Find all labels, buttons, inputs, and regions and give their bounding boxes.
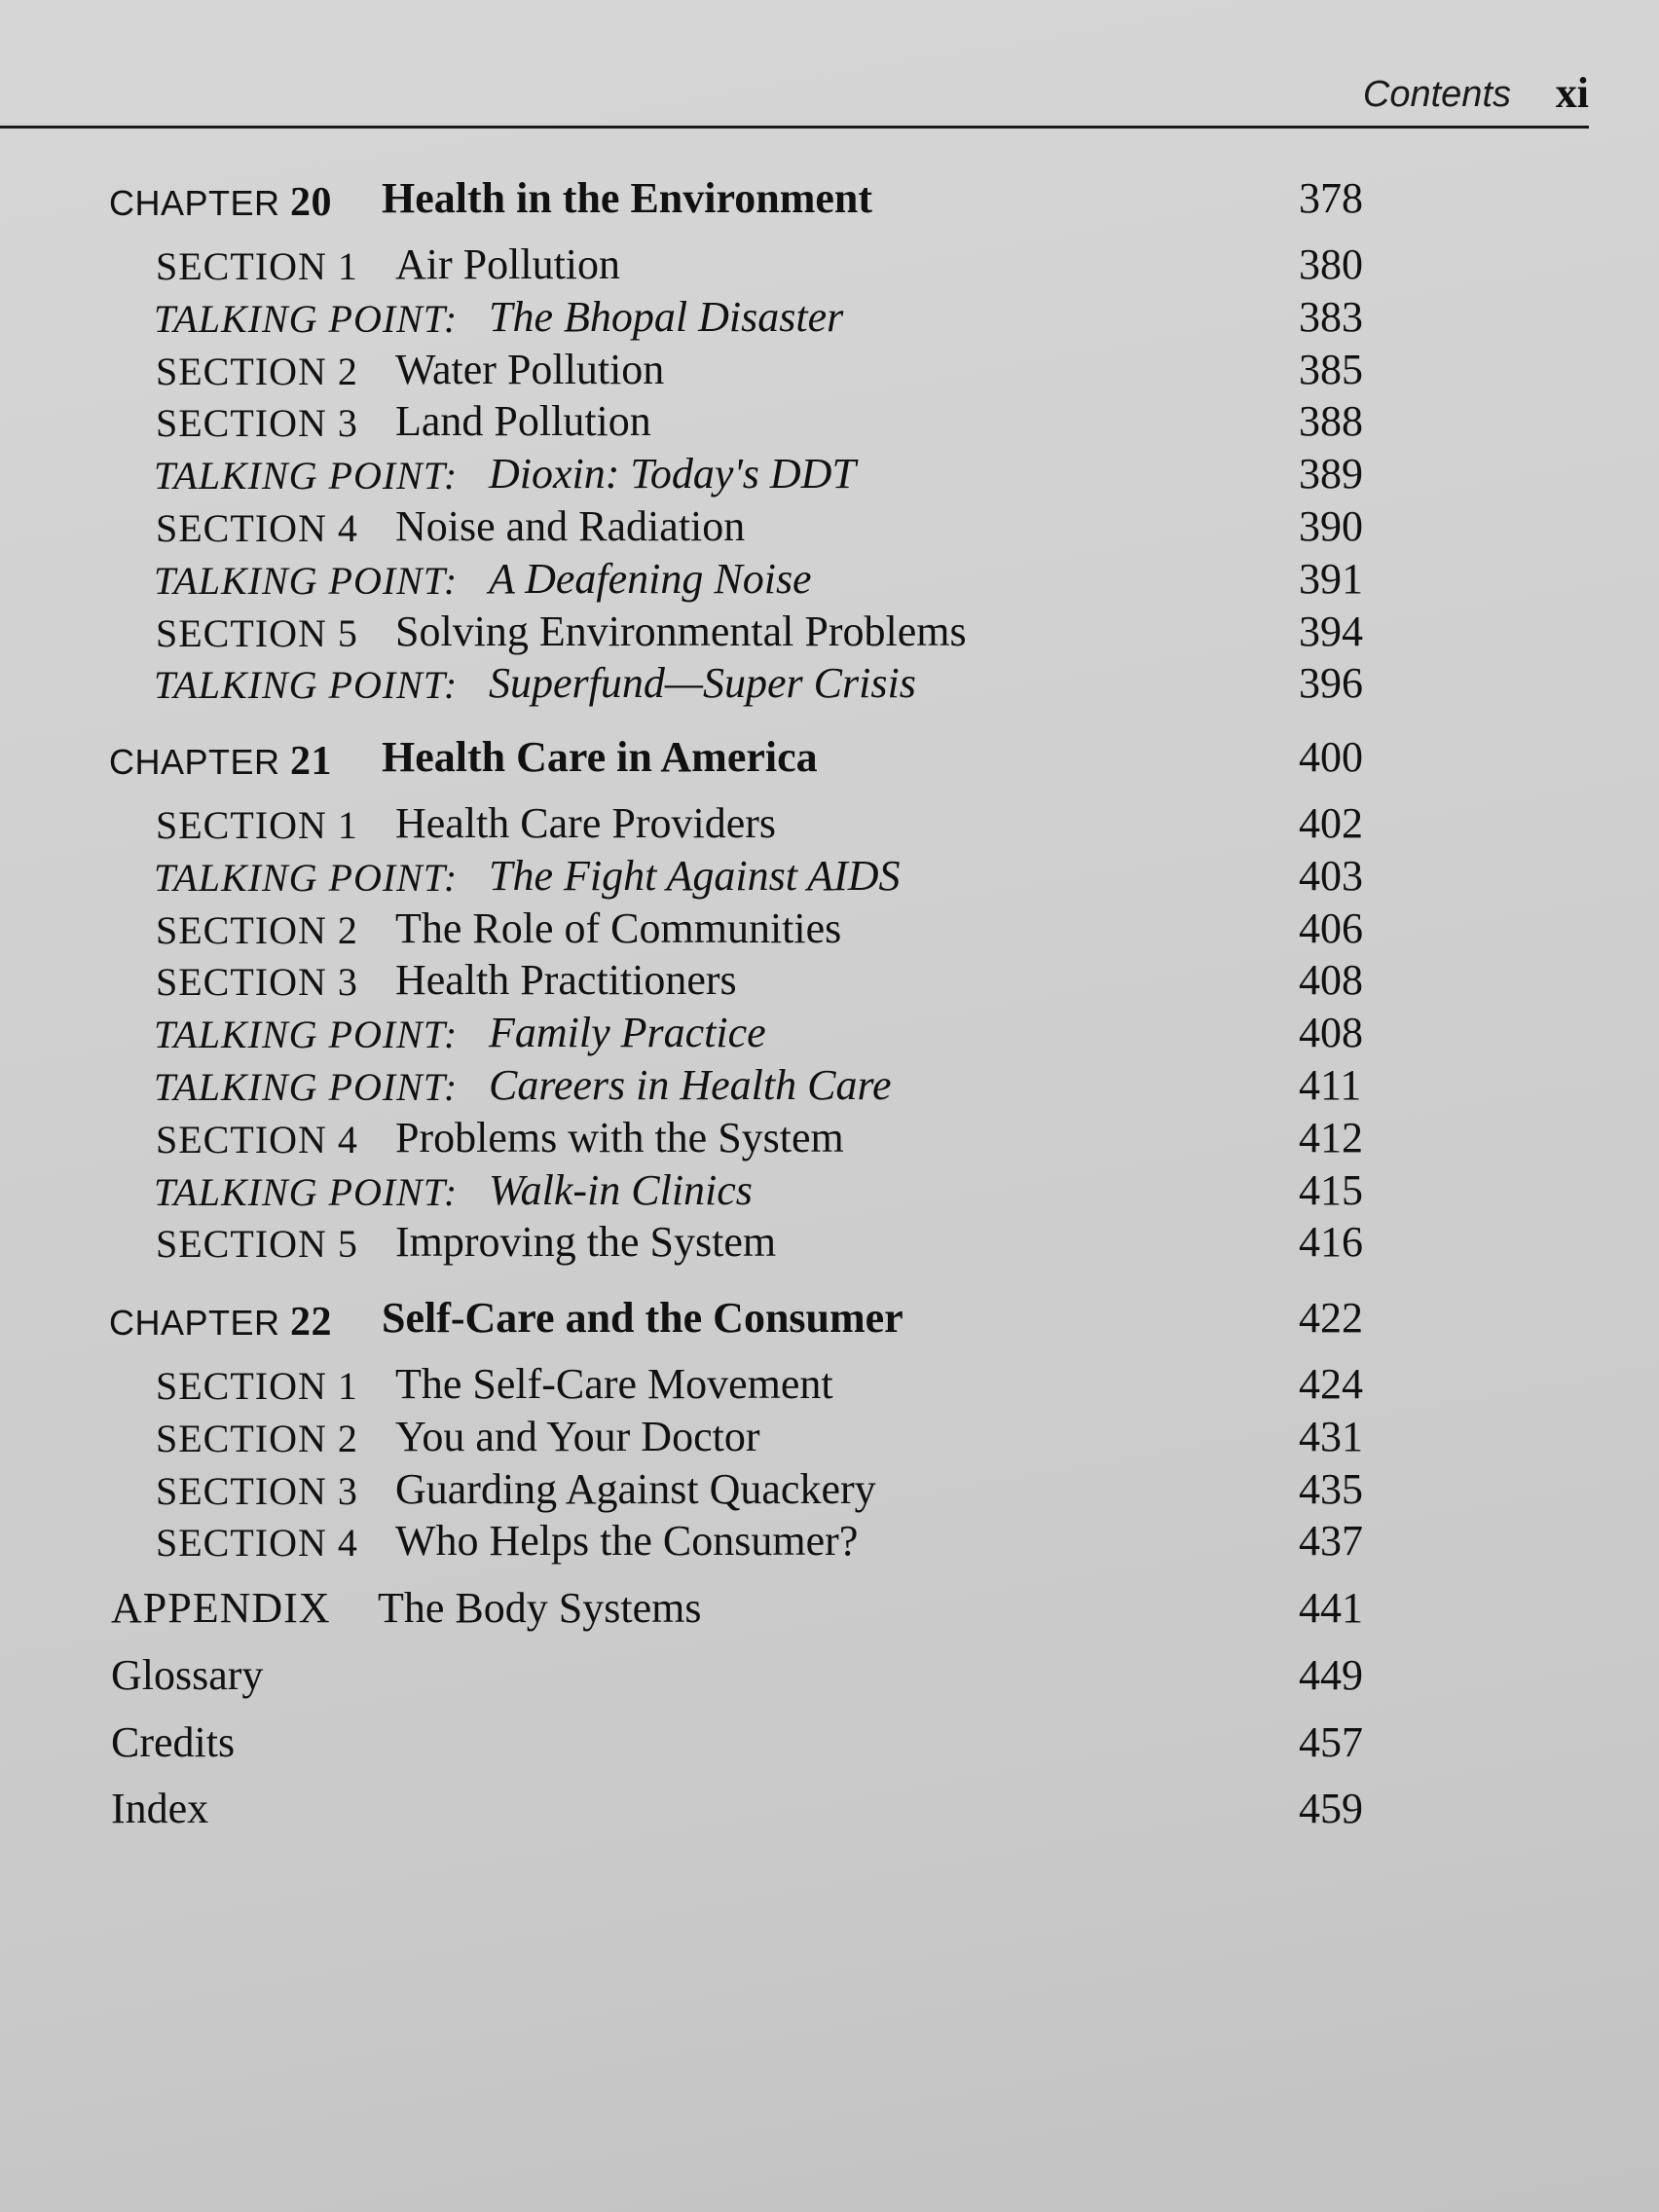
page-ref: 388 <box>1299 397 1363 445</box>
talking-point-title: A Deafening Noise <box>489 555 812 603</box>
chapter-label-text: CHAPTER <box>109 742 280 782</box>
section-title: The Role of Communities <box>395 904 842 952</box>
section-title: The Self-Care Movement <box>395 1360 833 1408</box>
page-ref: 380 <box>1299 240 1363 288</box>
section-row[interactable] <box>0 1359 1659 1414</box>
page-ref: 412 <box>1299 1114 1363 1161</box>
page-ref: 431 <box>1299 1413 1363 1460</box>
page-ref: 378 <box>1299 174 1363 222</box>
backmatter-row[interactable] <box>0 1784 1659 1838</box>
chapter-row[interactable] <box>0 173 1659 228</box>
page-ref: 457 <box>1299 1718 1363 1766</box>
talking-point-title: Walk-in Clinics <box>489 1166 753 1214</box>
page-ref: 385 <box>1299 346 1363 393</box>
page-ref: 383 <box>1299 293 1363 341</box>
page-ref: 449 <box>1299 1651 1363 1699</box>
section-label: SECTION 4 <box>156 506 358 550</box>
talking-point-label: TALKING POINT: <box>154 856 459 900</box>
section-label: SECTION 5 <box>156 611 358 655</box>
section-row[interactable] <box>0 798 1659 853</box>
talking-point-row[interactable] <box>0 1008 1659 1062</box>
chapter-label <box>109 179 332 226</box>
page-ref: 408 <box>1299 1009 1363 1056</box>
talking-point-title: Superfund—Super Crisis <box>489 659 916 707</box>
page-ref: 406 <box>1299 904 1363 952</box>
section-row[interactable] <box>0 1217 1659 1272</box>
page-ref: 437 <box>1299 1517 1363 1565</box>
talking-point-label: TALKING POINT: <box>154 454 459 498</box>
section-row[interactable] <box>0 955 1659 1010</box>
page-ref: 389 <box>1299 450 1363 498</box>
page-ref: 435 <box>1299 1465 1363 1513</box>
section-label: SECTION 4 <box>156 1118 358 1161</box>
backmatter-row[interactable] <box>0 1717 1659 1772</box>
page-ref: 408 <box>1299 956 1363 1004</box>
chapter-label-text: CHAPTER <box>109 183 280 223</box>
section-label: SECTION 2 <box>156 908 358 952</box>
chapter-title: Self-Care and the Consumer <box>382 1294 903 1342</box>
talking-point-title: The Bhopal Disaster <box>489 293 844 341</box>
section-title: Improving the System <box>395 1218 777 1266</box>
appendix-label: APPENDIX <box>111 1584 331 1632</box>
talking-point-label: TALKING POINT: <box>154 1013 459 1056</box>
appendix-row[interactable] <box>0 1583 1659 1638</box>
section-title: Air Pollution <box>395 240 621 288</box>
section-label: SECTION 1 <box>156 803 358 847</box>
page-ref: 402 <box>1299 799 1363 847</box>
section-title: Solving Environmental Problems <box>395 608 967 655</box>
talking-point-row[interactable] <box>0 1060 1659 1115</box>
section-label: SECTION 1 <box>156 1364 358 1408</box>
section-label: SECTION 5 <box>156 1222 358 1266</box>
talking-point-row[interactable] <box>0 554 1659 608</box>
page-ref: 390 <box>1299 502 1363 550</box>
chapter-title: Health Care in America <box>382 733 818 781</box>
section-row[interactable] <box>0 903 1659 958</box>
talking-point-title: Careers in Health Care <box>489 1061 892 1109</box>
backmatter-label: Index <box>111 1785 209 1832</box>
chapter-number: 20 <box>290 180 333 225</box>
chapter-title: Health in the Environment <box>382 174 873 222</box>
section-title: Water Pollution <box>395 346 665 393</box>
section-title: You and Your Doctor <box>395 1413 760 1460</box>
chapter-number: 22 <box>290 1300 333 1345</box>
talking-point-label: TALKING POINT: <box>154 1065 459 1109</box>
section-label: SECTION 2 <box>156 1417 358 1460</box>
page-ref: 459 <box>1299 1785 1363 1832</box>
header-rule <box>0 126 1589 129</box>
section-label: SECTION 4 <box>156 1521 358 1565</box>
page-number: xi <box>1555 69 1589 117</box>
talking-point-row[interactable] <box>0 851 1659 905</box>
section-row[interactable] <box>0 396 1659 451</box>
section-row[interactable] <box>0 345 1659 399</box>
chapter-number: 21 <box>290 739 333 784</box>
running-head-title: Contents <box>1362 74 1511 115</box>
page-ref: 396 <box>1299 659 1363 707</box>
chapter-label <box>109 738 332 785</box>
section-row[interactable] <box>0 501 1659 556</box>
talking-point-row[interactable] <box>0 658 1659 713</box>
talking-point-row[interactable] <box>0 449 1659 503</box>
section-title: Who Helps the Consumer? <box>395 1517 859 1565</box>
page-ref: 411 <box>1299 1061 1362 1109</box>
section-label: SECTION 3 <box>156 401 358 445</box>
section-row[interactable] <box>0 607 1659 661</box>
section-title: Health Care Providers <box>395 799 776 847</box>
chapter-label-text: CHAPTER <box>109 1303 280 1343</box>
section-label: SECTION 2 <box>156 350 358 393</box>
section-title: Noise and Radiation <box>395 502 746 550</box>
section-label: SECTION 3 <box>156 960 358 1004</box>
chapter-row[interactable] <box>0 1293 1659 1347</box>
page-ref: 400 <box>1299 733 1363 781</box>
talking-point-row[interactable] <box>0 1165 1659 1220</box>
page-ref: 416 <box>1299 1218 1363 1266</box>
section-row[interactable] <box>0 1464 1659 1519</box>
section-row[interactable] <box>0 1412 1659 1466</box>
talking-point-label: TALKING POINT: <box>154 297 459 341</box>
page-header <box>0 68 1589 132</box>
section-row[interactable] <box>0 1516 1659 1570</box>
page-ref: 415 <box>1299 1166 1363 1214</box>
section-title: Land Pollution <box>395 397 651 445</box>
section-label: SECTION 1 <box>156 244 358 288</box>
page-ref: 394 <box>1299 608 1363 655</box>
talking-point-title: Family Practice <box>489 1009 766 1056</box>
page-ref: 424 <box>1299 1360 1363 1408</box>
talking-point-label: TALKING POINT: <box>154 1170 459 1214</box>
section-row[interactable] <box>0 1113 1659 1167</box>
backmatter-label: Credits <box>111 1718 236 1766</box>
chapter-row[interactable] <box>0 732 1659 787</box>
chapter-label <box>109 1299 332 1346</box>
section-row[interactable] <box>0 240 1659 294</box>
talking-point-title: The Fight Against AIDS <box>489 852 901 900</box>
talking-point-title: Dioxin: Today's DDT <box>489 450 856 498</box>
section-title: Guarding Against Quackery <box>395 1465 876 1513</box>
page-ref: 422 <box>1299 1294 1363 1342</box>
talking-point-row[interactable] <box>0 292 1659 347</box>
backmatter-row[interactable] <box>0 1650 1659 1705</box>
page-ref: 403 <box>1299 852 1363 900</box>
page-ref: 441 <box>1299 1584 1363 1632</box>
talking-point-label: TALKING POINT: <box>154 559 459 603</box>
section-title: Health Practitioners <box>395 956 737 1004</box>
appendix-title: The Body Systems <box>378 1584 702 1632</box>
section-title: Problems with the System <box>395 1114 844 1161</box>
backmatter-label: Glossary <box>111 1651 264 1699</box>
talking-point-label: TALKING POINT: <box>154 663 459 707</box>
section-label: SECTION 3 <box>156 1469 358 1513</box>
page-ref: 391 <box>1299 555 1363 603</box>
